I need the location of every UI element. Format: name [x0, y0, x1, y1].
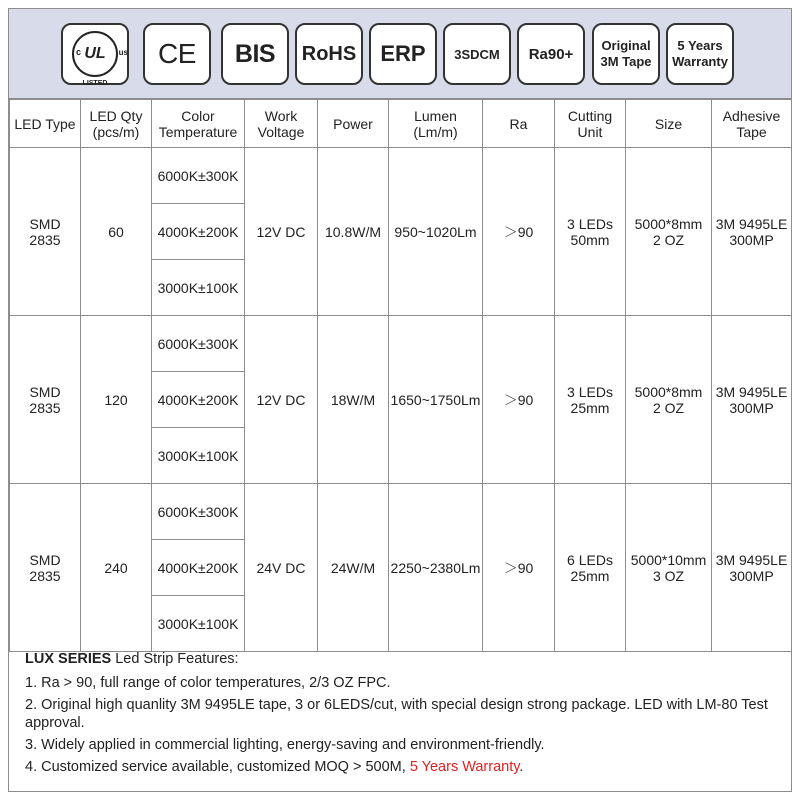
- cell-size: 5000*8mm 2 OZ: [626, 148, 712, 316]
- cell-lumen: 950~1020Lm: [389, 148, 483, 316]
- cell-ra: ＞90: [483, 148, 555, 316]
- warranty-highlight: 5 Years Warranty: [409, 759, 520, 775]
- cell-adhesive-tape: 3M 9495LE 300MP: [712, 148, 792, 316]
- original-3m-tape-badge: [592, 23, 660, 85]
- series-name: LUX SERIES: [25, 651, 112, 667]
- cell-ra: ＞90: [483, 316, 555, 484]
- warranty-badge: [666, 23, 734, 85]
- ra90-label: Ra90+: [528, 45, 574, 63]
- cell-led-type: SMD 2835: [10, 484, 81, 652]
- cell-lumen: 2250~2380Lm: [389, 484, 483, 652]
- header-work-voltage: Work Voltage: [245, 100, 318, 148]
- cell-voltage: 12V DC: [245, 148, 318, 316]
- cell-led-qty: 240: [81, 484, 152, 652]
- cell-lumen: 1650~1750Lm: [389, 316, 483, 484]
- sdcm-label: 3SDCM: [454, 46, 500, 62]
- header-led-type: LED Type: [10, 100, 81, 148]
- cell-color-temp: 4000K±200K: [152, 540, 245, 596]
- cell-cutting-unit: 3 LEDs 50mm: [555, 148, 626, 316]
- cell-color-temp: 3000K±100K: [152, 260, 245, 316]
- spec-sheet: [8, 8, 792, 792]
- ul-core-text: UL: [84, 45, 106, 62]
- feature-item: 3. Widely applied in commercial lighting, energy-saving and environment-friendly.: [25, 737, 545, 753]
- header-size: Size: [626, 100, 712, 148]
- ra90-badge: [517, 23, 585, 85]
- header-cutting-unit: Cutting Unit: [555, 100, 626, 148]
- cell-color-temp: 4000K±200K: [152, 204, 245, 260]
- cell-cutting-unit: 6 LEDs 25mm: [555, 484, 626, 652]
- cell-ra: ＞90: [483, 484, 555, 652]
- table-row: [10, 484, 792, 540]
- cell-power: 10.8W/M: [318, 148, 389, 316]
- rohs-badge: [295, 23, 363, 85]
- feature-item-4-end: .: [519, 759, 524, 775]
- cell-adhesive-tape: 3M 9495LE 300MP: [712, 484, 792, 652]
- bis-label: BIS: [234, 39, 276, 68]
- cell-led-type: SMD 2835: [10, 316, 81, 484]
- cell-power: 24W/M: [318, 484, 389, 652]
- cell-cutting-unit: 3 LEDs 25mm: [555, 316, 626, 484]
- warranty-badge-line2: Warranty: [672, 54, 728, 69]
- tape-badge-line1: Original: [601, 38, 651, 53]
- ul-listed-badge: [61, 23, 129, 85]
- header-ra: Ra: [483, 100, 555, 148]
- cell-size: 5000*10mm 3 OZ: [626, 484, 712, 652]
- features-section: [25, 650, 785, 780]
- feature-item: [25, 758, 785, 776]
- erp-badge: [369, 23, 437, 85]
- sdcm-badge: [443, 23, 511, 85]
- header-lumen: Lumen (Lm/m): [389, 100, 483, 148]
- cell-size: 5000*8mm 2 OZ: [626, 316, 712, 484]
- cell-voltage: 24V DC: [245, 484, 318, 652]
- table-header-row: [10, 100, 792, 148]
- spec-table: [9, 99, 792, 652]
- ul-c-mark: c: [76, 47, 82, 57]
- feature-item: 2. Original high quanlity 3M 9495LE tape, 3 or 6LEDS/cut, with special design strong package. LED with LM-80 Test approval.: [25, 697, 768, 731]
- ul-logo-icon: [72, 31, 128, 87]
- features-title: [25, 650, 785, 668]
- cell-color-temp: 4000K±200K: [152, 372, 245, 428]
- rohs-label: RoHS: [301, 42, 357, 65]
- cell-led-qty: 60: [81, 148, 152, 316]
- ul-us-mark: us: [118, 48, 128, 57]
- cell-voltage: 12V DC: [245, 316, 318, 484]
- cell-color-temp: 6000K±300K: [152, 316, 245, 372]
- tape-badge-line2: 3M Tape: [600, 54, 652, 69]
- table-row: [10, 316, 792, 372]
- ce-badge: [143, 23, 211, 85]
- table-row: [10, 148, 792, 204]
- bis-badge: [221, 23, 289, 85]
- ul-listed-text: LISTED: [82, 80, 108, 87]
- feature-item-4-text: 4. Customized service available, customized MOQ > 500M,: [25, 759, 410, 775]
- cell-color-temp: 6000K±300K: [152, 148, 245, 204]
- cell-color-temp: 3000K±100K: [152, 596, 245, 652]
- cell-led-qty: 120: [81, 316, 152, 484]
- features-title-rest: Led Strip Features:: [111, 651, 239, 667]
- cell-color-temp: 3000K±100K: [152, 428, 245, 484]
- header-color-temperature: Color Temperature: [152, 100, 245, 148]
- feature-item: 1. Ra > 90, full range of color temperatures, 2/3 OZ FPC.: [25, 675, 391, 691]
- ce-label: CE: [158, 38, 196, 69]
- warranty-badge-line1: 5 Years: [677, 38, 723, 53]
- erp-label: ERP: [380, 41, 426, 66]
- cell-led-type: SMD 2835: [10, 148, 81, 316]
- cell-power: 18W/M: [318, 316, 389, 484]
- header-adhesive-tape: Adhesive Tape: [712, 100, 792, 148]
- certification-badges-bar: [9, 9, 791, 99]
- header-power: Power: [318, 100, 389, 148]
- cell-adhesive-tape: 3M 9495LE 300MP: [712, 316, 792, 484]
- cell-color-temp: 6000K±300K: [152, 484, 245, 540]
- header-led-qty: LED Qty (pcs/m): [81, 100, 152, 148]
